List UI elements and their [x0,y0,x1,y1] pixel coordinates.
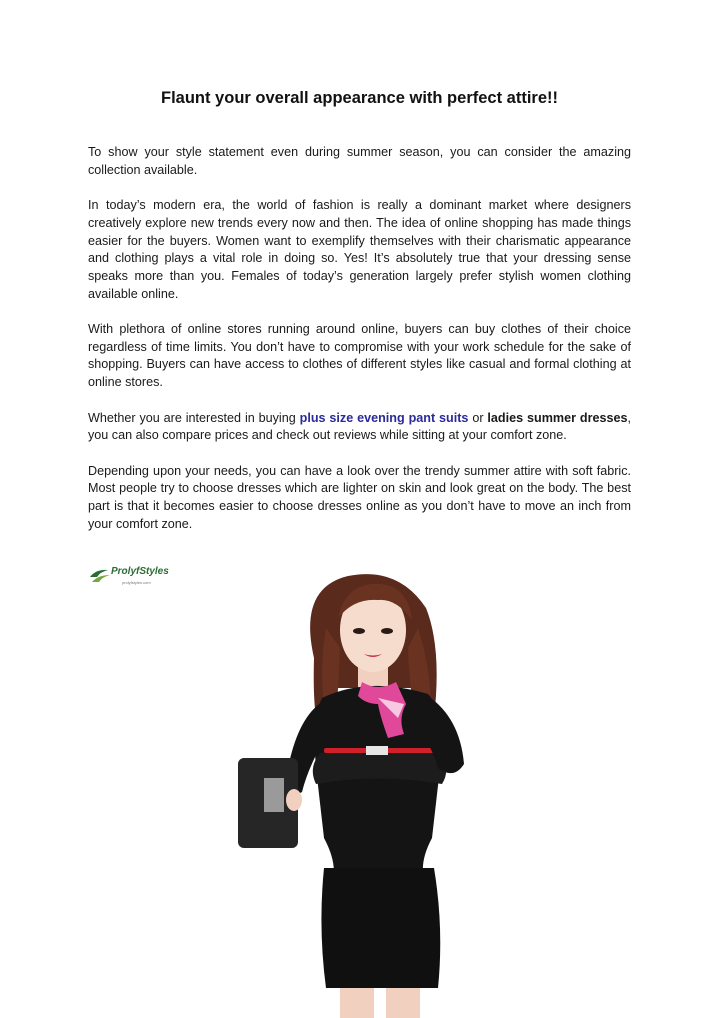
paragraph-4-connector: or [468,410,488,425]
paragraph-4-text-start: Whether you are interested in buying [88,410,300,425]
logo-name: ProlyfStyles [111,566,169,577]
document-title: Flaunt your overall appearance with perfect attire!! [160,89,558,107]
brand-logo [88,566,178,588]
paragraph-3: With plethora of online stores running around online, buyers can buy clothes of their choice regardless of time limits. You don’t have to compromise with your work schedule for the sake of shopping. Buyers can have access to clothes of different styles like casual and formal clothing at online stores. [88,322,631,390]
paragraph-2: In today’s modern era, the world of fashion is really a dominant market where designers creatively explore new trends every now and then. The idea of online shopping has made things easier for the buyers. Women want to exemplify themselves with their charismatic appearance and clothing plays a vital role in doing so. Yes! It’s absolutely true that your dressing sense speaks more than you. Females of today’s generation largely prefer stylish women clothing available online. [88,198,631,301]
paragraph-1: To show your style statement even during summer season, you can consider the amazing collection available. [88,145,631,177]
article-body [88,144,631,551]
plus-size-evening-pant-suits-link[interactable]: plus size evening pant suits [299,410,469,425]
paragraph-5: Depending upon your needs, you can have a look over the trendy summer attire with soft fabric. Most people try to choose dresses which are lighter on skin and look great on the body. The best part is that it becomes easier to choose dresses online as you don’t have to move an inch from your comfort zone. [88,463,631,531]
paragraph-4 [88,410,631,445]
logo-tagline: prolyfstyles.com [122,580,151,585]
woman-black-dress-photo [228,568,546,1018]
logo-mark-icon [88,567,112,585]
ladies-summer-dresses-text: ladies summer dresses [487,410,628,425]
paragraph-4-text-end: , you can also compare prices and check out reviews while sitting at your comfort zone. [88,410,631,443]
